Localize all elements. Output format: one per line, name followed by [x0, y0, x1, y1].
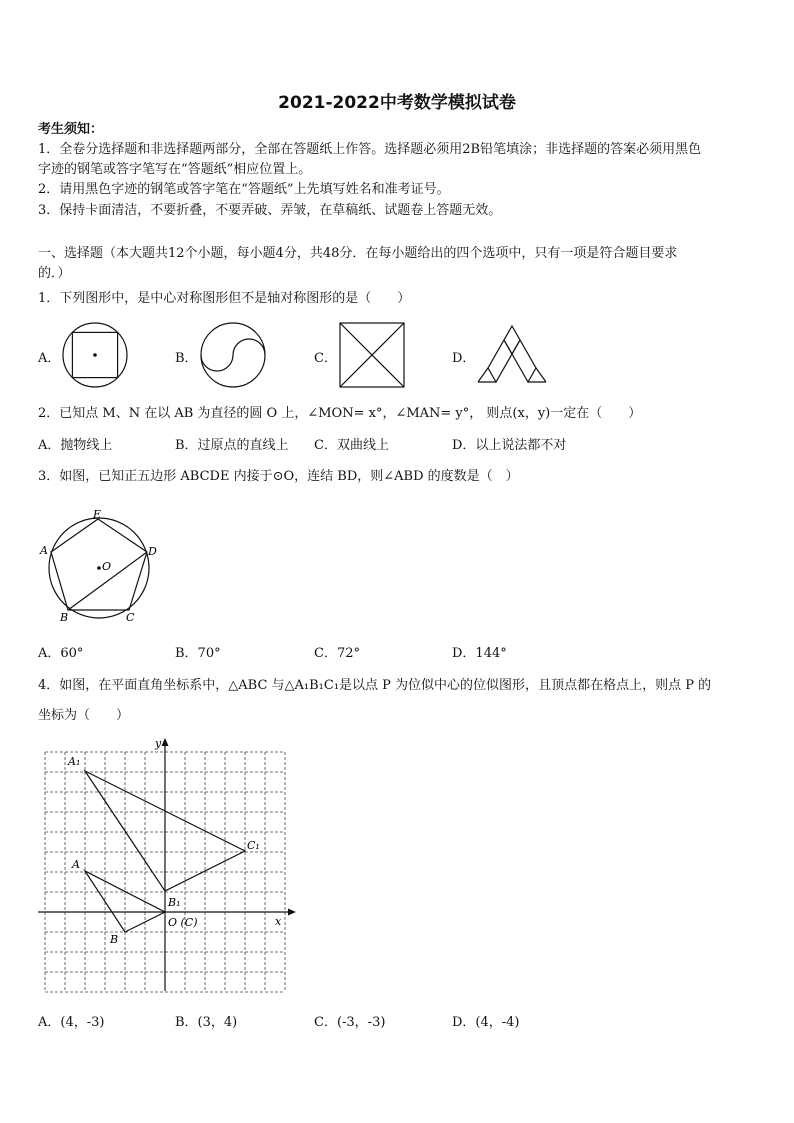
section-heading: 的．） — [38, 266, 71, 281]
q1-figure-b — [200, 322, 266, 388]
q4-coordinate-grid-figure — [38, 736, 300, 994]
section-heading: 一、选择题（本大题共12个小题，每小题4分，共48分．在每小题给出的四个选项中，只有一项是符合题目要求 — [38, 246, 678, 261]
notice-heading: 考生须知： — [38, 122, 104, 137]
notice-line: 字迹的钢笔或答字笔写在“答题纸”相应位置上。 — [38, 162, 312, 177]
q3-label-b: B — [60, 611, 69, 624]
label-origin-c: O (C) — [168, 916, 198, 929]
q2-option-a: A．抛物线上 — [38, 438, 113, 453]
q3-label-e: E — [93, 508, 102, 521]
notice-line: 2．请用黑色字迹的钢笔或答字笔在“答题纸”上先填写姓名和准考证号。 — [38, 182, 450, 197]
q3-option-a: A．60° — [38, 646, 84, 661]
q3-label-c: C — [126, 611, 135, 624]
question-3-stem: 3．如图，已知正五边形 ABCDE 内接于⊙O，连结 BD，则∠ABD 的度数是（ ） — [38, 469, 519, 484]
y-axis-label: y — [155, 737, 162, 750]
question-1-stem: 1．下列图形中，是中心对称图形但不是轴对称图形的是（ ） — [38, 291, 411, 306]
q1-figure-d — [477, 324, 547, 384]
label-b1: B₁ — [168, 896, 181, 909]
q3-label-d: D — [148, 545, 157, 558]
q1-figure-c — [339, 322, 405, 388]
q4-option-d: D．(4，-4) — [452, 1015, 520, 1030]
q3-option-d: D．144° — [452, 646, 507, 661]
notice-line: 3．保持卡面清洁，不要折叠，不要弄破、弄皱，在草稿纸、试题卷上答题无效。 — [38, 203, 502, 218]
q4-option-a: A．(4，-3) — [38, 1015, 105, 1030]
notice-line: 1．全卷分选择题和非选择题两部分，全部在答题纸上作答。选择题必须用2B铅笔填涂；非选择题的答案必须用黑色 — [38, 142, 702, 157]
q3-pentagon-figure — [38, 506, 168, 624]
question-2-stem: 2．已知点 M、N 在以 AB 为直径的圆 O 上，∠MON= x°，∠MAN= y°， 则点(x，y)一定在（ ） — [38, 406, 642, 421]
q3-option-b: B．70° — [175, 646, 221, 661]
q4-option-b: B．(3，4) — [175, 1015, 238, 1030]
q2-option-d: D．以上说法都不对 — [452, 438, 567, 453]
q3-option-c: C．72° — [314, 646, 360, 661]
q2-option-c: C．双曲线上 — [314, 438, 389, 453]
label-b: B — [110, 933, 119, 946]
q1-option-a-label: A． — [38, 351, 61, 366]
label-c1: C₁ — [247, 839, 260, 852]
x-axis-label: x — [275, 915, 282, 928]
q3-label-a: A — [40, 544, 48, 557]
q4-option-c: C．(-3，-3) — [314, 1015, 386, 1030]
question-4-stem: 4．如图，在平面直角坐标系中，△ABC 与△A₁B₁C₁是以点 P 为位似中心的位似图形，且顶点都在格点上，则点 P 的 — [38, 678, 712, 693]
label-a: A — [72, 858, 80, 871]
label-a1: A₁ — [68, 755, 81, 768]
q1-option-c-label: C． — [314, 351, 337, 366]
q3-label-o: O — [102, 560, 112, 573]
page-title: 2021-2022中考数学模拟试卷 — [278, 93, 516, 113]
q1-option-b-label: B． — [175, 351, 198, 366]
q1-figure-a — [62, 322, 128, 388]
q2-option-b: B．过原点的直线上 — [175, 438, 289, 453]
q1-option-d-label: D． — [452, 351, 476, 366]
question-4-stem: 坐标为（ ） — [38, 708, 130, 723]
